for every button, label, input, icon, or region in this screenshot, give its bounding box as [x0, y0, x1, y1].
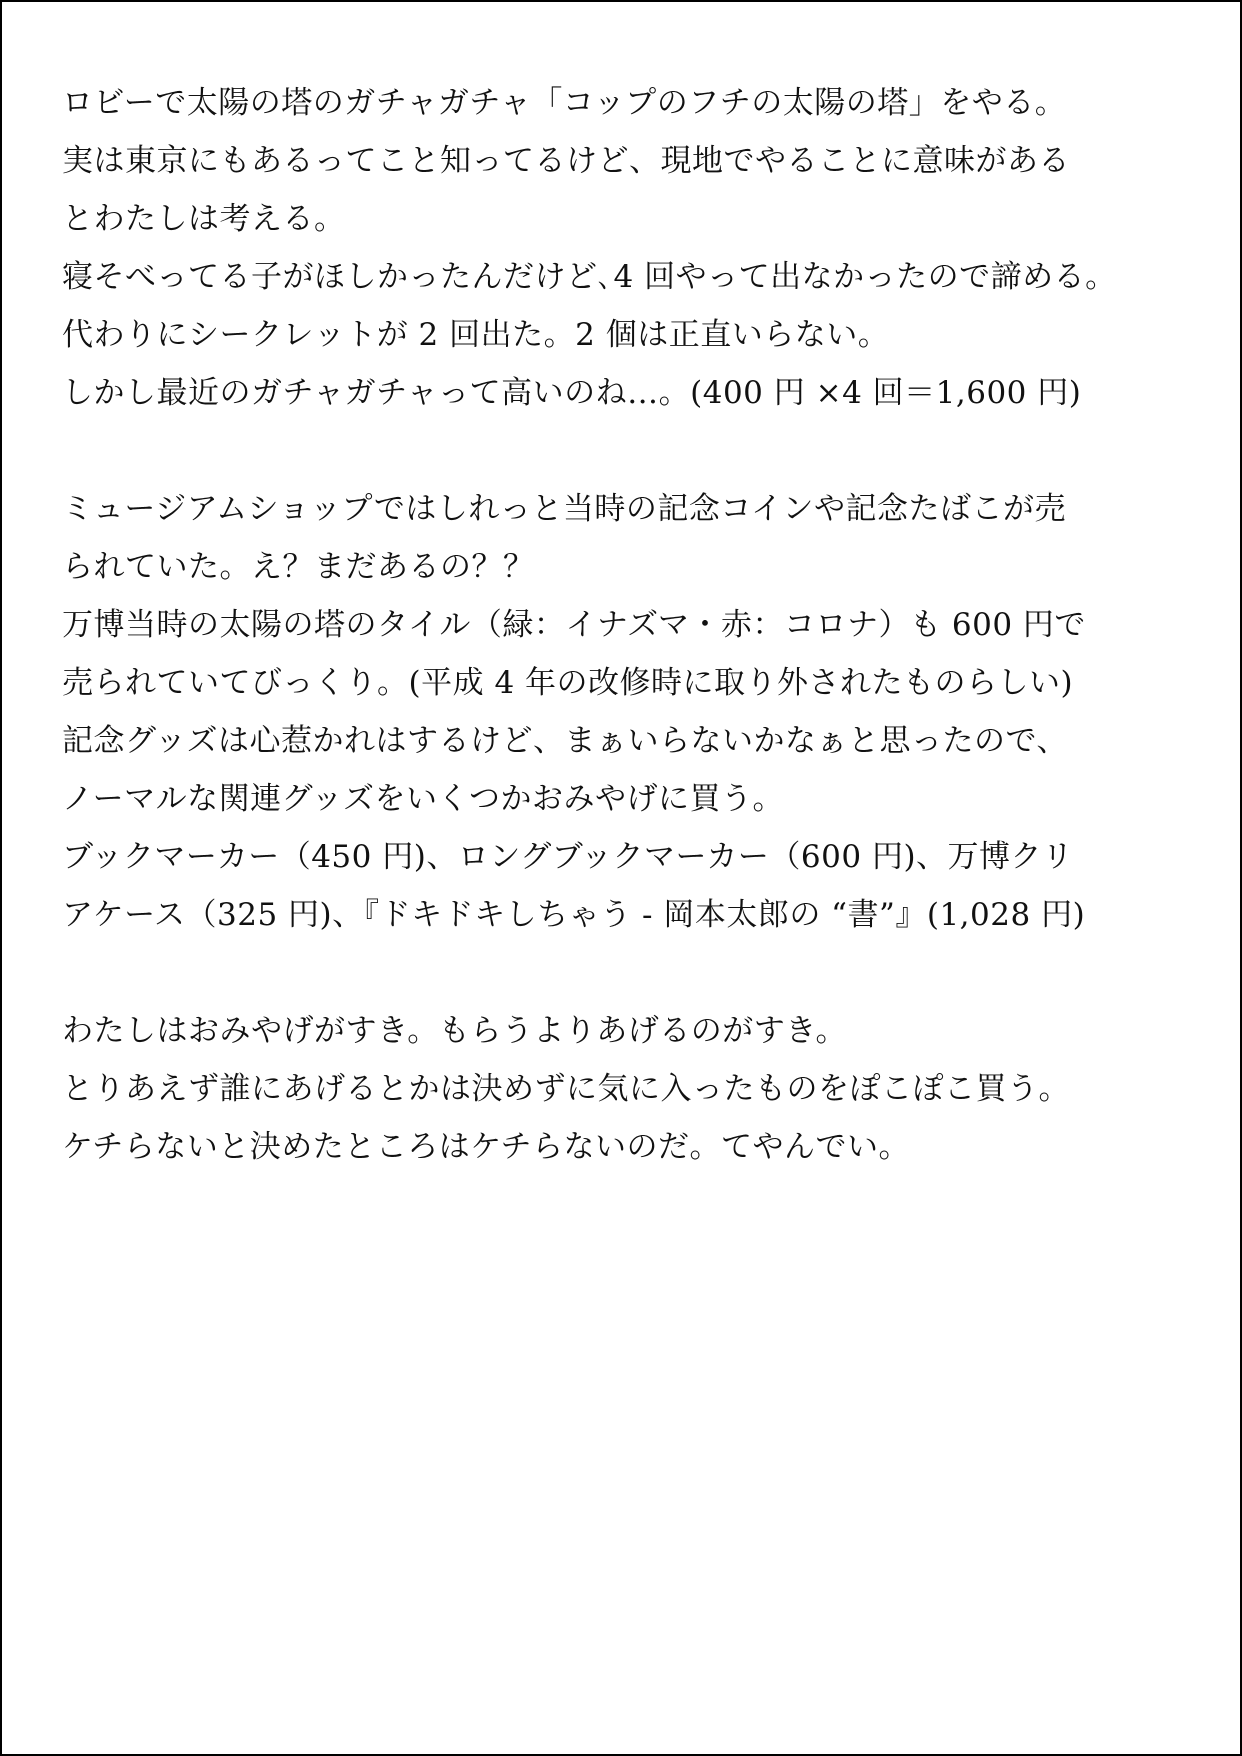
paragraph-spacer [62, 422, 1192, 480]
text-line: ロビーで太陽の塔のガチャガチャ「コップのフチの太陽の塔」をやる。 [62, 85, 1067, 121]
text-line: アケース（325 円)、『ドキドキしちゃう - 岡本太郎の “書”』(1,028 円) [62, 897, 1086, 933]
paragraph-museum-shop [62, 480, 1192, 944]
text-line: 代わりにシークレットが 2 回出た。2 個は正直いらない。 [62, 317, 890, 353]
text-line: 記念グッズは心惹かれはするけど、まぁいらないかなぁと思ったので、 [62, 723, 1068, 759]
paragraph-gachapon [62, 74, 1192, 422]
paragraph-souvenirs [62, 1002, 1192, 1176]
text-line: 寝そべってる子がほしかったんだけど､4 回やって出なかったので諦める。 [62, 259, 1117, 295]
text-line: ノーマルな関連グッズをいくつかおみやげに買う。 [62, 781, 785, 817]
text-line: とりあえず誰にあげるとかは決めずに気に入ったものをぽこぽこ買う。 [62, 1071, 1070, 1107]
text-line: ケチらないと決めたところはケチらないのだ。てやんでい。 [62, 1129, 911, 1165]
document-body [62, 74, 1192, 1176]
text-line: ミュージアムショップではしれっと当時の記念コインや記念たばこが売 [62, 491, 1066, 527]
text-line: とわたしは考える。 [62, 201, 346, 237]
text-line: 実は東京にもあるってこと知ってるけど、現地でやることに意味がある [62, 143, 1070, 179]
paragraph-spacer [62, 944, 1192, 1002]
text-line: わたしはおみやげがすき。もらうよりあげるのがすき。 [62, 1013, 848, 1049]
text-line: ブックマーカー（450 円)、ロングブックマーカー（600 円)、万博クリ [62, 839, 1074, 875]
text-line: しかし最近のガチャガチャって高いのね…。(400 円 ×4 回＝1,600 円) [62, 375, 1082, 411]
text-line: られていた。え？まだあるの？？ [62, 549, 535, 585]
text-line: 売られていてびっくり。(平成 4 年の改修時に取り外されたものらしい) [62, 665, 1074, 701]
text-line: 万博当時の太陽の塔のタイル（緑：イナズマ・赤：コロナ）も 600 円で [62, 607, 1086, 643]
